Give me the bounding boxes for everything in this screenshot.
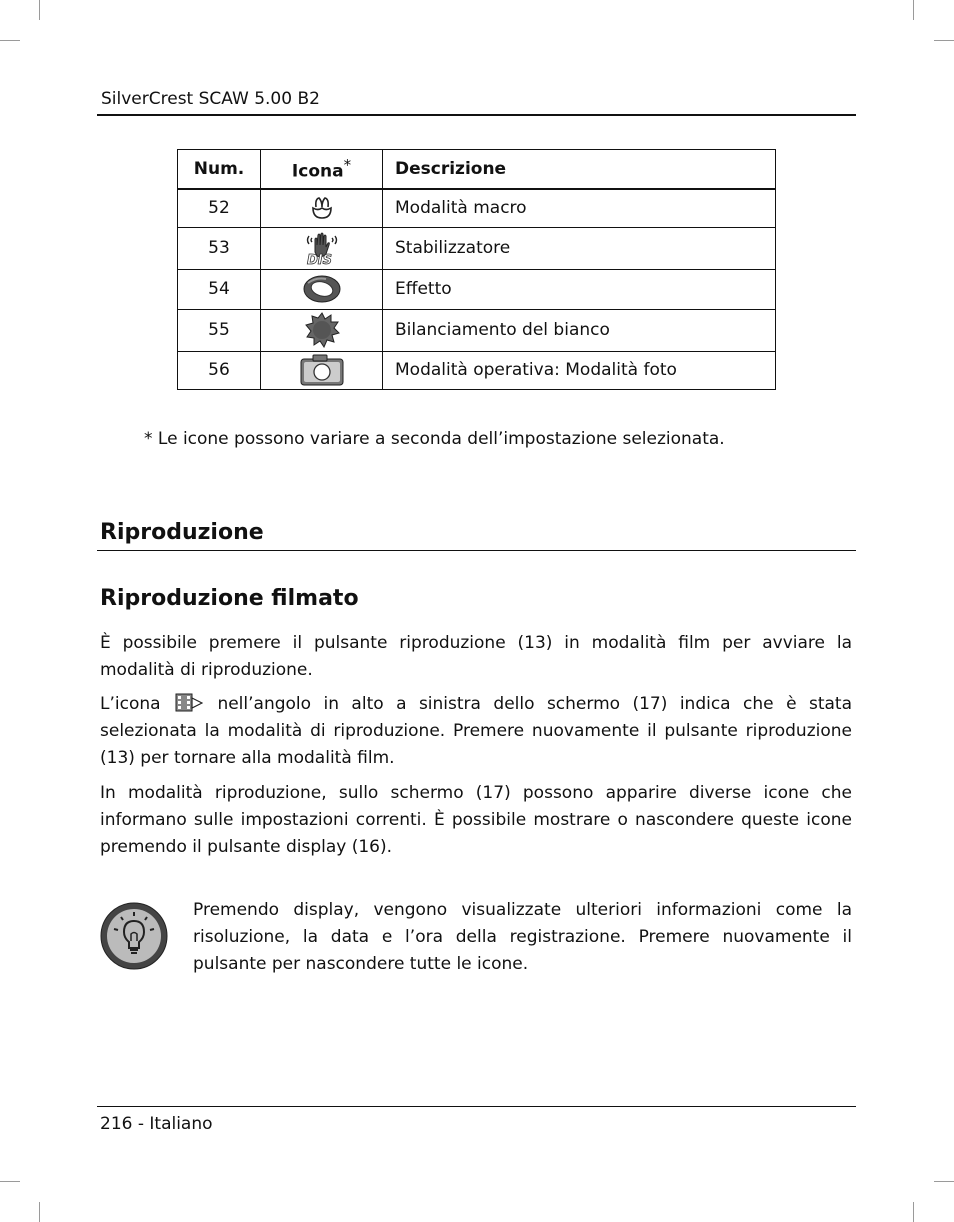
row-num: 54 <box>178 269 261 309</box>
section-title: Riproduzione <box>100 520 264 545</box>
tip-text: Premendo display, vengono visualizzate ulteriori informazioni come la risoluzione, la data e l’ora della registrazione. Premere nuovamente il pulsante per nascondere tutte le icone. <box>193 900 852 974</box>
crop-mark <box>934 1181 954 1182</box>
header-title: SilverCrest SCAW 5.00 B2 <box>101 89 320 109</box>
stabilizer-dis-icon <box>302 230 342 266</box>
row-num: 55 <box>178 309 261 351</box>
white-balance-sun-icon <box>304 312 340 348</box>
crop-mark <box>39 0 40 20</box>
row-desc: Bilanciamento del bianco <box>383 309 776 351</box>
row-desc: Modalità macro <box>383 189 776 227</box>
col-num-header: Num. <box>178 150 261 190</box>
page-header <box>97 86 856 116</box>
crop-mark <box>39 1202 40 1222</box>
paragraph-2-end: nell’angolo in alto a sinistra dello schermo (17) indica che è stata selezionata la modalità di riproduzione. Premere nuovamente il pulsante riproduzione (13) per tornare alla modalità film. <box>100 694 852 768</box>
row-desc: Stabilizzatore <box>383 227 776 269</box>
tip-lightbulb-icon <box>99 901 169 975</box>
table-footnote: * Le icone possono variare a seconda dell’impostazione selezionata. <box>144 429 725 449</box>
crop-mark <box>913 1202 914 1222</box>
playback-film-icon <box>175 692 203 713</box>
dis-text: DIS <box>306 253 332 266</box>
table-row <box>178 309 776 351</box>
col-icon-header: Icona* <box>261 150 383 190</box>
crop-mark <box>0 1181 20 1182</box>
macro-flower-icon <box>308 194 336 222</box>
row-desc: Effetto <box>383 269 776 309</box>
page-footer <box>97 1106 856 1142</box>
subsection-title: Riproduzione filmato <box>100 586 359 611</box>
row-num: 53 <box>178 227 261 269</box>
crop-mark <box>0 40 20 41</box>
effect-ring-icon <box>302 273 342 305</box>
table-row <box>178 351 776 389</box>
row-num: 52 <box>178 189 261 227</box>
paragraph-3: In modalità riproduzione, sullo schermo (17) possono apparire diverse icone che informano sulle impostazioni correnti. È possibile mostrare o nascondere queste icone premendo il pulsante display (16). <box>100 783 852 857</box>
table-row <box>178 269 776 309</box>
crop-mark <box>934 40 954 41</box>
table-row <box>178 227 776 269</box>
page-number: 216 - Italiano <box>100 1114 213 1134</box>
paragraph-2 <box>100 691 852 772</box>
row-desc: Modalità operativa: Modalità foto <box>383 351 776 389</box>
icons-table <box>177 149 776 390</box>
table-row <box>178 189 776 227</box>
paragraph-1: È possibile premere il pulsante riproduzione (13) in modalità film per avviare la modalità di riproduzione. <box>100 633 852 680</box>
paragraph-2-start: L’icona <box>100 694 161 714</box>
section-heading <box>97 519 856 551</box>
camera-photo-icon <box>300 354 344 386</box>
table-header-row <box>178 150 776 190</box>
col-desc-header: Descrizione <box>383 150 776 190</box>
row-num: 56 <box>178 351 261 389</box>
crop-mark <box>913 0 914 20</box>
